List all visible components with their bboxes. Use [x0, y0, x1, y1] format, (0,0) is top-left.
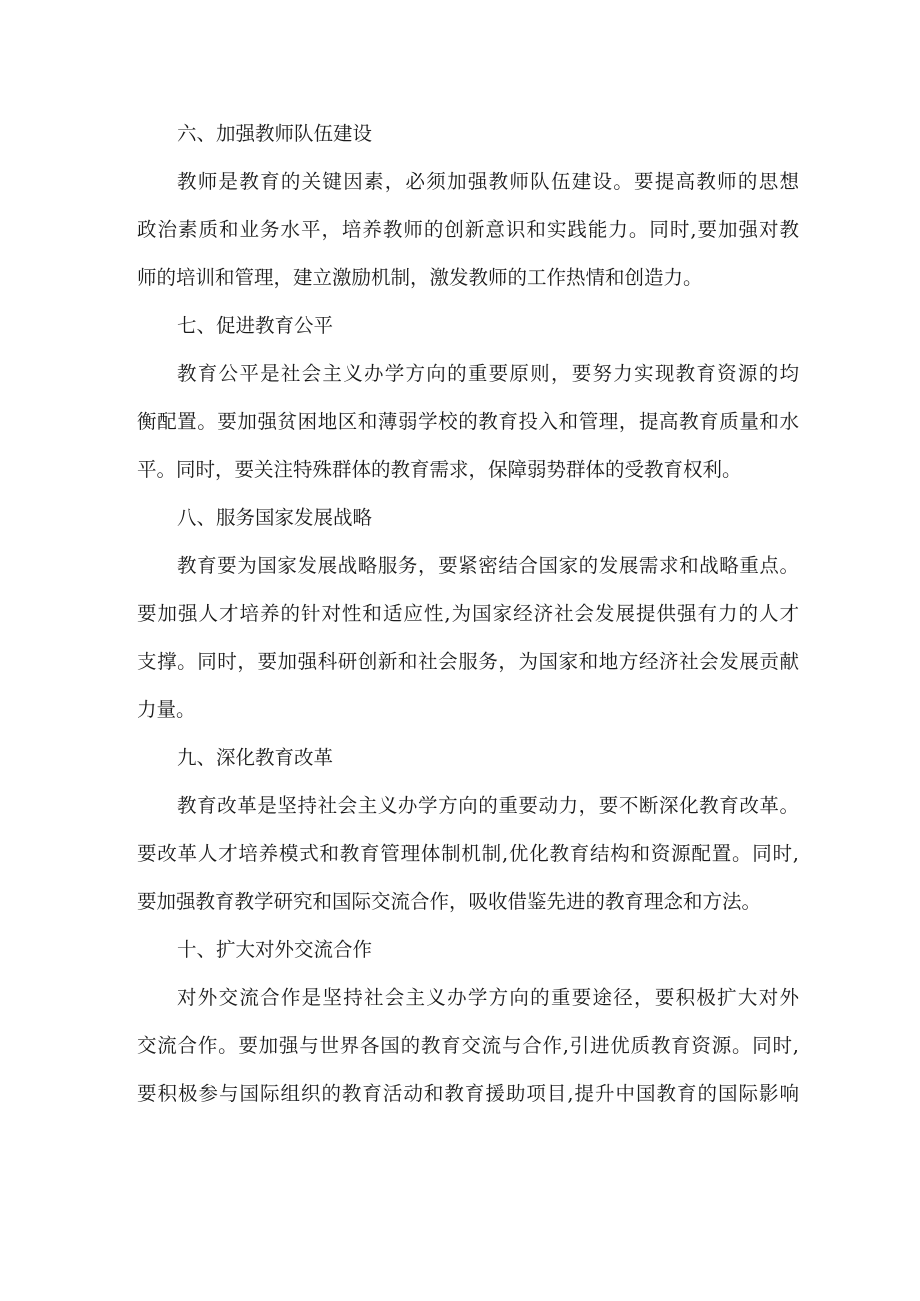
paragraph-line: 教育公平是社会主义办学方向的重要原则，要努力实现教育资源的均: [177, 362, 799, 385]
section-paragraph: [137, 974, 799, 1118]
section-heading: 十、扩大对外交流合作: [177, 938, 373, 961]
paragraph-line: 对外交流合作是坚持社会主义办学方向的重要途径，要积极扩大对外: [177, 986, 799, 1009]
paragraph-line: 政治素质和业务水平，培养教师的创新意识和实践能力。同时,要加强对教: [137, 218, 799, 241]
paragraph-line: 教育要为国家发展战略服务，要紧密结合国家的发展需求和战略重点。: [177, 554, 799, 577]
section-paragraph: [137, 158, 799, 302]
paragraph-line: 交流合作。要加强与世界各国的教育交流与合作,引进优质教育资源。同时,: [137, 1034, 799, 1057]
paragraph-line: 要改革人才培养模式和教育管理体制机制,优化教育结构和资源配置。同时,: [137, 842, 799, 865]
section-heading: 八、服务国家发展战略: [177, 506, 373, 529]
paragraph-line: 教师是教育的关键因素，必须加强教师队伍建设。要提高教师的思想: [177, 170, 799, 193]
section-heading: 六、加强教师队伍建设: [177, 122, 373, 145]
paragraph-line: 力量。: [137, 698, 196, 721]
paragraph-line: 师的培训和管理，建立激励机制，激发教师的工作热情和创造力。: [137, 266, 703, 289]
section-heading: 七、促进教育公平: [177, 314, 334, 337]
section-paragraph: [137, 542, 799, 734]
paragraph-line: 支撑。同时，要加强科研创新和社会服务，为国家和地方经济社会发展贡献: [137, 650, 799, 673]
paragraph-line: 要积极参与国际组织的教育活动和教育援助项目,提升中国教育的国际影响: [137, 1082, 799, 1105]
section-heading: 九、深化教育改革: [177, 746, 334, 769]
paragraph-line: 平。同时，要关注特殊群体的教育需求，保障弱势群体的受教育权利。: [137, 458, 742, 481]
section-paragraph: [137, 782, 799, 926]
document-body: [137, 110, 799, 1118]
paragraph-line: 衡配置。要加强贫困地区和薄弱学校的教育投入和管理，提高教育质量和水: [137, 410, 799, 433]
paragraph-line: 要加强人才培养的针对性和适应性,为国家经济社会发展提供强有力的人才: [137, 602, 799, 625]
paragraph-line: 要加强教育教学研究和国际交流合作，吸收借鉴先进的教育理念和方法。: [137, 890, 762, 913]
paragraph-line: 教育改革是坚持社会主义办学方向的重要动力，要不断深化教育改革。: [177, 794, 799, 817]
section-paragraph: [137, 350, 799, 494]
